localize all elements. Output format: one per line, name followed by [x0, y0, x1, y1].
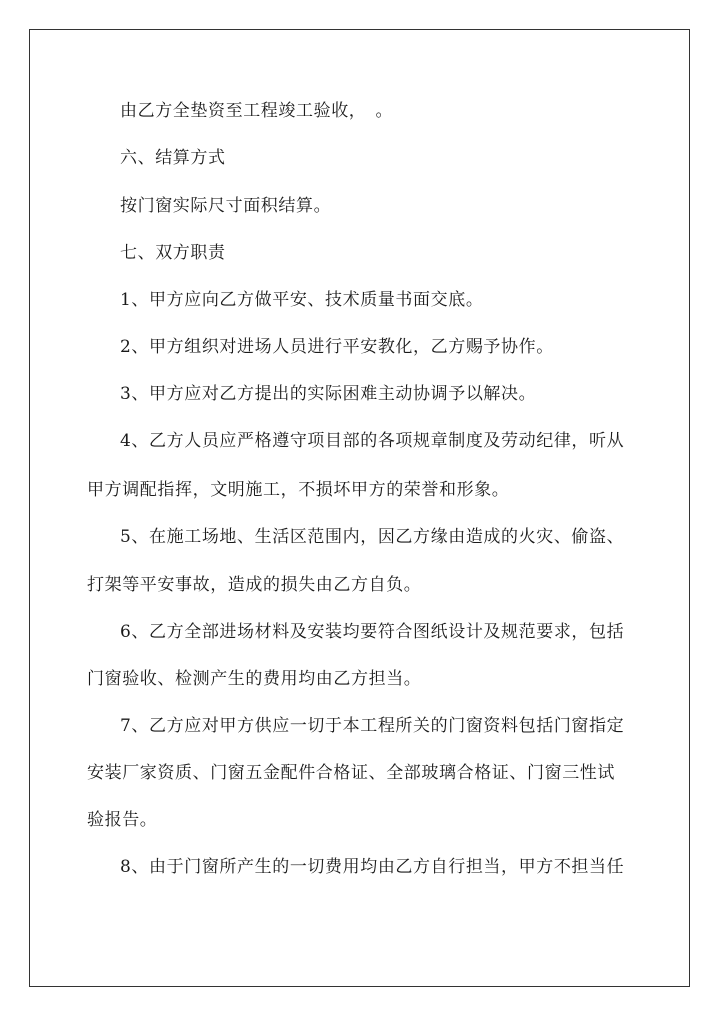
text-line: 安装厂家资质、门窗五金配件合格证、全部玻璃合格证、门窗三性试 — [87, 763, 615, 783]
text-line: 2、甲方组织对进场人员进行平安教化，乙方赐予协作。 — [120, 337, 554, 357]
page-border — [29, 29, 690, 987]
text-line: 门窗验收、检测产生的费用均由乙方担当。 — [87, 669, 422, 689]
text-line: 甲方调配指挥，文明施工，不损坏甲方的荣誉和形象。 — [87, 480, 510, 500]
text-line: 1、甲方应向乙方做平安、技术质量书面交底。 — [120, 290, 484, 310]
text-line: 验报告。 — [87, 810, 158, 830]
text-line: 8、由于门窗所产生的一切费用均由乙方自行担当，甲方不担当任 — [120, 857, 625, 877]
section-heading: 六、结算方式 — [120, 148, 226, 168]
text-line: 按门窗实际尺寸面积结算。 — [120, 196, 332, 216]
text-line: 3、甲方应对乙方提出的实际困难主动协调予以解决。 — [120, 384, 537, 404]
text-line: 4、乙方人员应严格遵守项目部的各项规章制度及劳动纪律，听从 — [120, 431, 625, 451]
text-line: 7、乙方应对甲方供应一切于本工程所关的门窗资料包括门窗指定 — [120, 716, 625, 736]
text-line: 6、乙方全部进场材料及安装均要符合图纸设计及规范要求，包括 — [120, 622, 625, 642]
text-line: 由乙方全垫资至工程竣工验收， 。 — [120, 101, 394, 121]
section-heading: 七、双方职责 — [120, 243, 226, 263]
text-line: 5、在施工场地、生活区范围内，因乙方缘由造成的火灾、偷盗、 — [120, 527, 625, 547]
text-line: 打架等平安事故，造成的损失由乙方自负。 — [87, 575, 422, 595]
